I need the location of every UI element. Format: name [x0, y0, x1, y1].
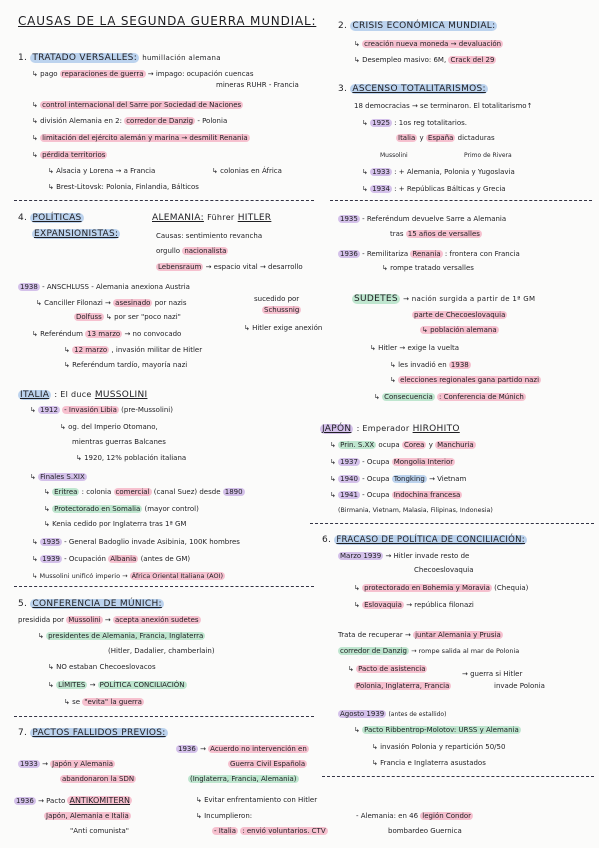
arrow: ↳ [374, 393, 380, 401]
highlight: abandonaron la SDN [62, 775, 135, 783]
year-highlight: 1941 [340, 491, 358, 499]
arrow: ↳ [48, 681, 54, 689]
line [32, 117, 227, 126]
divider [14, 200, 314, 201]
line [44, 812, 131, 821]
text: por nazis [154, 299, 187, 307]
line [18, 616, 201, 625]
highlight: LÍMITES [58, 681, 86, 689]
text: - Alemania: en 46 [356, 812, 419, 820]
line: ↳ Hitler exige anexión [244, 324, 323, 332]
line [44, 488, 245, 497]
line [354, 601, 474, 610]
highlight: parte de Checoeslovaquia [414, 311, 506, 319]
line [32, 101, 243, 110]
line: bombardeo Guernica [388, 827, 462, 835]
text: - Polonia [197, 117, 228, 125]
highlight: Eritrea [54, 488, 78, 496]
text: → nación surgida a partir de 1ª GM [403, 295, 536, 303]
section-title: CRISIS ECONÓMICA MUNDIAL: [352, 21, 496, 31]
text: : frontera con Francia [444, 250, 520, 258]
text: sentimiento revancha [185, 232, 263, 240]
line [156, 247, 228, 256]
line [338, 631, 503, 640]
highlight: presidentes de Alemania, Francia, Inglaterra [48, 632, 204, 640]
line: ↳ Incumplieron: [196, 812, 253, 820]
highlight: Corea [403, 441, 425, 449]
line: ↳ Brest-Litovsk: Polonia, Finlandia, Bálticos [48, 183, 199, 191]
line: ↳ NO estaban Checoeslovacos [48, 663, 156, 671]
text: desde [199, 488, 221, 496]
line [338, 215, 506, 224]
year-highlight: 1937 [340, 458, 358, 466]
arrow: ↳ [354, 40, 360, 48]
section-note: humillación alemana [142, 54, 221, 62]
text: ↳ Canciller Filonazi → [36, 299, 111, 307]
leader-name: MUSSOLINI [94, 390, 148, 400]
highlight: Mussolini [68, 616, 101, 624]
divider [310, 523, 594, 524]
highlight: : envió voluntarios. CTV [242, 827, 326, 835]
highlight: juntar Alemania y Prusia [415, 631, 501, 639]
line [354, 56, 496, 65]
text: → impago: ocupación cuencas [147, 70, 254, 78]
arrow: ↳ [30, 473, 36, 481]
highlight: ↳ población alemana [422, 326, 497, 334]
highlight: África Oriental Italiana (AOI) [131, 572, 224, 580]
divider [322, 776, 594, 777]
highlight: (Inglaterra, Francia, Alemania) [190, 775, 297, 783]
year-highlight: 1936 [16, 797, 34, 805]
section-7-heading [18, 727, 168, 739]
text: → rompe salida al mar de Polonia [411, 647, 520, 655]
line [354, 682, 451, 691]
highlight: corredor de Danzig [126, 117, 194, 125]
line [396, 134, 495, 143]
year-highlight: 1936 [178, 745, 196, 753]
text: Causas: [156, 232, 184, 240]
highlight: reparaciones de guerra [61, 70, 144, 78]
text: (mayor control) [144, 505, 199, 513]
line: ↳ Evitar enfrentamiento con Hitler [196, 796, 318, 804]
line [32, 555, 190, 564]
section-title: TRATADO VERSALLES: [32, 53, 138, 63]
section-2-heading [338, 20, 497, 32]
line [18, 760, 115, 769]
arrow: ↳ [44, 505, 50, 513]
line [30, 406, 173, 415]
line [420, 326, 499, 335]
highlight: Indochina francesa [393, 491, 461, 499]
text: → Hitler invade resto de [385, 552, 470, 560]
section-title: CONFERENCIA DE MÚNICH: [32, 599, 162, 609]
arrow: ↳ [32, 555, 38, 563]
line [212, 827, 328, 836]
highlight: Japón, Alemania e Italia [46, 812, 129, 820]
line [36, 299, 187, 308]
highlight: - Invasión Libia [64, 406, 117, 414]
line: 18 democracias → se terminaron. El totalitarismo↑ [354, 102, 533, 110]
arrow: ↳ [32, 101, 38, 109]
highlight: POLÍTICA CONCILIACIÓN [99, 681, 185, 689]
line: sucedido por [254, 295, 300, 303]
line: Checoeslovaquia [414, 566, 474, 574]
line [32, 134, 250, 143]
text: (canal Suez) [153, 488, 198, 496]
highlight: Finales S.XIX [40, 473, 85, 481]
highlight: Japón y Alemania [52, 760, 114, 768]
arrow: ↳ [330, 441, 336, 449]
section-5-heading [18, 598, 164, 610]
line [74, 313, 181, 322]
highlight: limitación del ejército alemán y marina → desmilit Renania [42, 134, 248, 142]
highlight: creación nueva moneda → devaluación [364, 40, 502, 48]
text: presidida por [18, 616, 65, 624]
arrow: ↳ [330, 475, 336, 483]
text: ↳ Hitler [370, 344, 398, 352]
line [338, 647, 519, 656]
country-title: ALEMANIA: [152, 213, 204, 223]
text: Führer [207, 213, 235, 222]
year-highlight: 1935 [42, 538, 60, 546]
line [354, 40, 503, 49]
line [330, 491, 462, 500]
line [156, 263, 303, 272]
highlight: control internacional del Sarre por Sociedad de Naciones [42, 101, 242, 109]
section-1-heading [18, 52, 221, 64]
year-highlight: 1939 [42, 555, 60, 563]
line [44, 505, 199, 514]
highlight: "evita" la guerra [84, 698, 142, 706]
text: - ANSCHLUSS - Alemania anexiona Austria [42, 283, 190, 291]
highlight: protectorado en Bohemia y Moravia [364, 584, 490, 592]
arrow: ↳ [32, 151, 38, 159]
text: y [419, 134, 424, 142]
line [262, 306, 301, 315]
line [156, 232, 262, 241]
line [362, 168, 515, 177]
line [374, 393, 526, 402]
highlight: elecciones regionales gana partido nazi [400, 376, 540, 384]
year-highlight: 1925 [372, 119, 390, 127]
highlight: Tongking [393, 475, 425, 483]
highlight: Polonia, Inglaterra, Francia [356, 682, 450, 690]
text: - Ocupa [362, 458, 390, 466]
highlight: acepta anexión sudetes [114, 616, 199, 624]
line: (Birmania, Vietnam, Malasia, Filipinas, Indonesia) [338, 507, 493, 514]
text: → Pacto [38, 797, 66, 805]
arrow: ↳ [330, 491, 336, 499]
text: (pre-Mussolini) [121, 406, 173, 414]
line: ↳ invasión Polonia y repartición 50/50 [372, 743, 506, 751]
line: ↳ rompe tratado versalles [382, 264, 474, 272]
line: → guerra si Hitler [462, 670, 523, 678]
section-4-heading-2 [32, 228, 120, 240]
text: : + Alemania, Polonia y Yugoslavia [394, 168, 515, 176]
text: (antes de GM) [140, 555, 191, 563]
highlight: España [427, 134, 454, 142]
text: ↳ Desempleo masivo: 6M, [354, 56, 447, 64]
line: Primo de Rivera [464, 152, 512, 159]
text: → espacio vital → desarrollo [205, 263, 303, 271]
year-highlight: 1933 [372, 168, 390, 176]
year-highlight: Marzo 1939 [340, 552, 382, 560]
highlight: 1938 [450, 361, 469, 369]
highlight: SUDETES [354, 294, 398, 304]
line [354, 726, 521, 735]
leader-name: HIROHITO [412, 424, 460, 434]
highlight: 15 años de versalles [407, 230, 480, 238]
line: invade Polonia [494, 682, 545, 690]
text: ↳ Referéndum [32, 330, 83, 338]
line [390, 361, 471, 370]
text: : 1os reg totalitarios. [394, 119, 468, 127]
text: → Vietnam [429, 475, 467, 483]
arrow: ↳ [330, 458, 336, 466]
arrow: ↳ [32, 117, 38, 125]
line [64, 698, 144, 707]
arrow: → [42, 760, 48, 768]
line [14, 796, 132, 806]
highlight: 13 marzo [87, 330, 121, 338]
line [228, 760, 307, 769]
section-4-heading [18, 212, 84, 224]
sudetes-heading [352, 293, 535, 305]
text: y [428, 441, 433, 449]
line: Mussolini [380, 152, 408, 159]
text: Trata de recuperar → [338, 631, 411, 639]
line [370, 344, 459, 353]
arrow: ↳ [44, 488, 50, 496]
year-highlight: 1890 [224, 488, 243, 496]
text: ocupa [378, 441, 400, 449]
divider [330, 200, 592, 201]
line: ↳ colonias en África [212, 167, 282, 175]
line: ↳ og. del Imperio Otomano, [60, 423, 158, 431]
line [32, 330, 181, 339]
arrow: ↳ [38, 632, 44, 640]
highlight: Crack del 29 [450, 56, 495, 64]
line [338, 250, 520, 259]
year-highlight: 1940 [340, 475, 358, 483]
text: división Alemania en 2: [40, 117, 122, 125]
text: → no convocado [124, 330, 182, 338]
line [38, 632, 205, 641]
arrow: ↳ [390, 376, 396, 384]
year-highlight: 1938 [20, 283, 38, 291]
line [338, 552, 469, 561]
year-highlight: 1936 [340, 250, 358, 258]
japan-heading [320, 423, 460, 435]
highlight: - Italia [214, 827, 237, 835]
text: - General Badoglio invade Asibinia, 100K hombres [64, 538, 240, 546]
highlight: Italia [398, 134, 416, 142]
divider [14, 586, 314, 587]
text: ↳ pago [32, 70, 58, 78]
line [338, 710, 446, 719]
text: ↳ por ser "poco nazi" [106, 313, 181, 321]
line [390, 376, 541, 385]
line [354, 584, 528, 593]
country-title: ITALIA [20, 390, 50, 400]
arrow: ↳ [354, 601, 360, 609]
section-title: FRACASO DE POLÍTICA DE CONCILIACIÓN: [336, 535, 525, 545]
italy-heading [18, 389, 147, 401]
text: → exige la vuelta [399, 344, 460, 352]
arrow: ↳ [362, 119, 368, 127]
highlight: Dolfuss [76, 313, 102, 321]
line: ↳ Referéndum tardío, mayoría nazi [64, 361, 188, 369]
section-3-heading [338, 83, 488, 95]
line [188, 775, 299, 784]
highlight: Mongolia Interior [393, 458, 454, 466]
arrow: ↳ [30, 406, 36, 414]
text: : + Repúblicas Bálticas y Grecia [394, 185, 506, 193]
text: : El duce [54, 390, 92, 399]
arrow: ↳ [348, 665, 354, 673]
year-highlight: Agosto 1939 [340, 710, 385, 718]
arrow: ↳ [362, 185, 368, 193]
text: → república filonazi [406, 601, 474, 609]
arrow: ↳ [64, 346, 70, 354]
text: - Remilitariza [362, 250, 409, 258]
line: ↳ 1920, 12% población italiana [76, 454, 187, 462]
line [330, 475, 466, 484]
highlight: Lebensraum [158, 263, 202, 271]
text: orgullo [156, 247, 181, 255]
line [32, 572, 225, 581]
line [348, 665, 427, 674]
line [32, 70, 254, 79]
line: ↳ Francia e Inglaterra asustados [372, 759, 486, 767]
line: "Anti comunista" [70, 827, 130, 835]
line: mineras RUHR - Francia [216, 81, 299, 89]
arrow: → [104, 616, 111, 624]
text: tras [390, 230, 404, 238]
line [30, 473, 87, 482]
text: : Emperador [356, 424, 410, 433]
germany-heading [152, 212, 271, 224]
line [362, 119, 467, 128]
highlight: Albania [110, 555, 137, 563]
text: (Chequia) [494, 584, 529, 592]
line [356, 812, 473, 821]
text: : colonia [81, 488, 112, 496]
section-title: EXPANSIONISTAS: [34, 229, 119, 239]
arrow: ↳ [32, 538, 38, 546]
highlight: asesinado [115, 299, 151, 307]
highlight: Renania [412, 250, 441, 258]
line [64, 346, 202, 355]
year-highlight: 1935 [340, 215, 358, 223]
text: ↳ Mussolini unificó imperio → [32, 572, 128, 580]
arrow: ↳ [362, 168, 368, 176]
line: ↳ Kenia cedido por Inglaterra tras 1ª GM [44, 520, 187, 528]
line [32, 151, 107, 160]
highlight: 12 marzo [74, 346, 108, 354]
section-title: POLÍTICAS [32, 213, 82, 223]
text: - Referéndum devuelve Sarre a Alemania [362, 215, 507, 223]
highlight: Pacto Ribbentrop-Molotov: URSS y Alemania [364, 726, 519, 734]
highlight: Protectorado en Somalia [54, 505, 141, 513]
section-number: 7. [18, 728, 28, 738]
text: - Ocupa [362, 491, 390, 499]
arrow: → [200, 745, 206, 753]
divider [14, 716, 314, 717]
section-number: 6. [322, 535, 332, 545]
highlight: comercial [115, 488, 150, 496]
highlight: Schussnig [264, 306, 300, 314]
section-title: PACTOS FALLIDOS PREVIOS: [32, 728, 166, 738]
highlight: Consecuencia [384, 393, 433, 401]
line [60, 775, 136, 784]
text: ↳ les invadió en [390, 361, 447, 369]
line [390, 230, 482, 239]
text: ↳ se [64, 698, 81, 706]
line [32, 538, 240, 547]
arrow: → [89, 681, 96, 689]
arrow: ↳ [354, 584, 360, 592]
text: - Ocupa [362, 475, 390, 483]
highlight: Manchuria [437, 441, 474, 449]
section-number: 1. [18, 53, 28, 63]
highlight: ANTIKOMITERN [69, 796, 131, 805]
arrow: ↳ [32, 134, 38, 142]
highlight: Pacto de asistencia [358, 665, 426, 673]
arrow: ↳ [354, 726, 360, 734]
section-number: 2. [338, 21, 348, 31]
highlight: legión Condor [422, 812, 472, 820]
highlight: Prin. S.XX [340, 441, 375, 449]
line [330, 458, 455, 467]
leader-name: HITLER [237, 213, 272, 223]
section-number: 4. [18, 213, 28, 223]
line [18, 283, 190, 292]
highlight: corredor de Danzig [340, 647, 407, 655]
line: (Hitler, Dadalier, chamberlain) [108, 647, 215, 655]
line [48, 681, 187, 690]
highlight: Guerra Civil Española [230, 760, 306, 768]
year-highlight: 1912 [40, 406, 58, 414]
section-6-heading [322, 534, 527, 546]
country-title: JAPÓN [322, 424, 352, 434]
text: dictaduras [457, 134, 495, 142]
line: mientras guerras Balcanes [72, 438, 166, 446]
line [330, 441, 476, 450]
highlight: Acuerdo no intervención en [210, 745, 307, 753]
highlight: pérdida territorios [42, 151, 106, 159]
text: , invasión militar de Hitler [111, 346, 203, 354]
section-number: 5. [18, 599, 28, 609]
highlight: : Conferencia de Múnich [439, 393, 524, 401]
year-highlight: 1933 [20, 760, 38, 768]
text: (antes de estallido) [388, 711, 447, 718]
line [412, 311, 507, 320]
line: ↳ Alsacia y Lorena → a Francia [48, 167, 156, 175]
line [362, 185, 506, 194]
section-title: ASCENSO TOTALITARISMOS: [352, 84, 486, 94]
highlight: Eslovaquia [364, 601, 402, 609]
page-title: CAUSAS DE LA SEGUNDA GUERRA MUNDIAL: [18, 14, 317, 28]
section-number: 3. [338, 84, 348, 94]
highlight: nacionalista [184, 247, 227, 255]
year-highlight: 1934 [372, 185, 390, 193]
text: - Ocupación [64, 555, 106, 563]
line [176, 745, 309, 754]
